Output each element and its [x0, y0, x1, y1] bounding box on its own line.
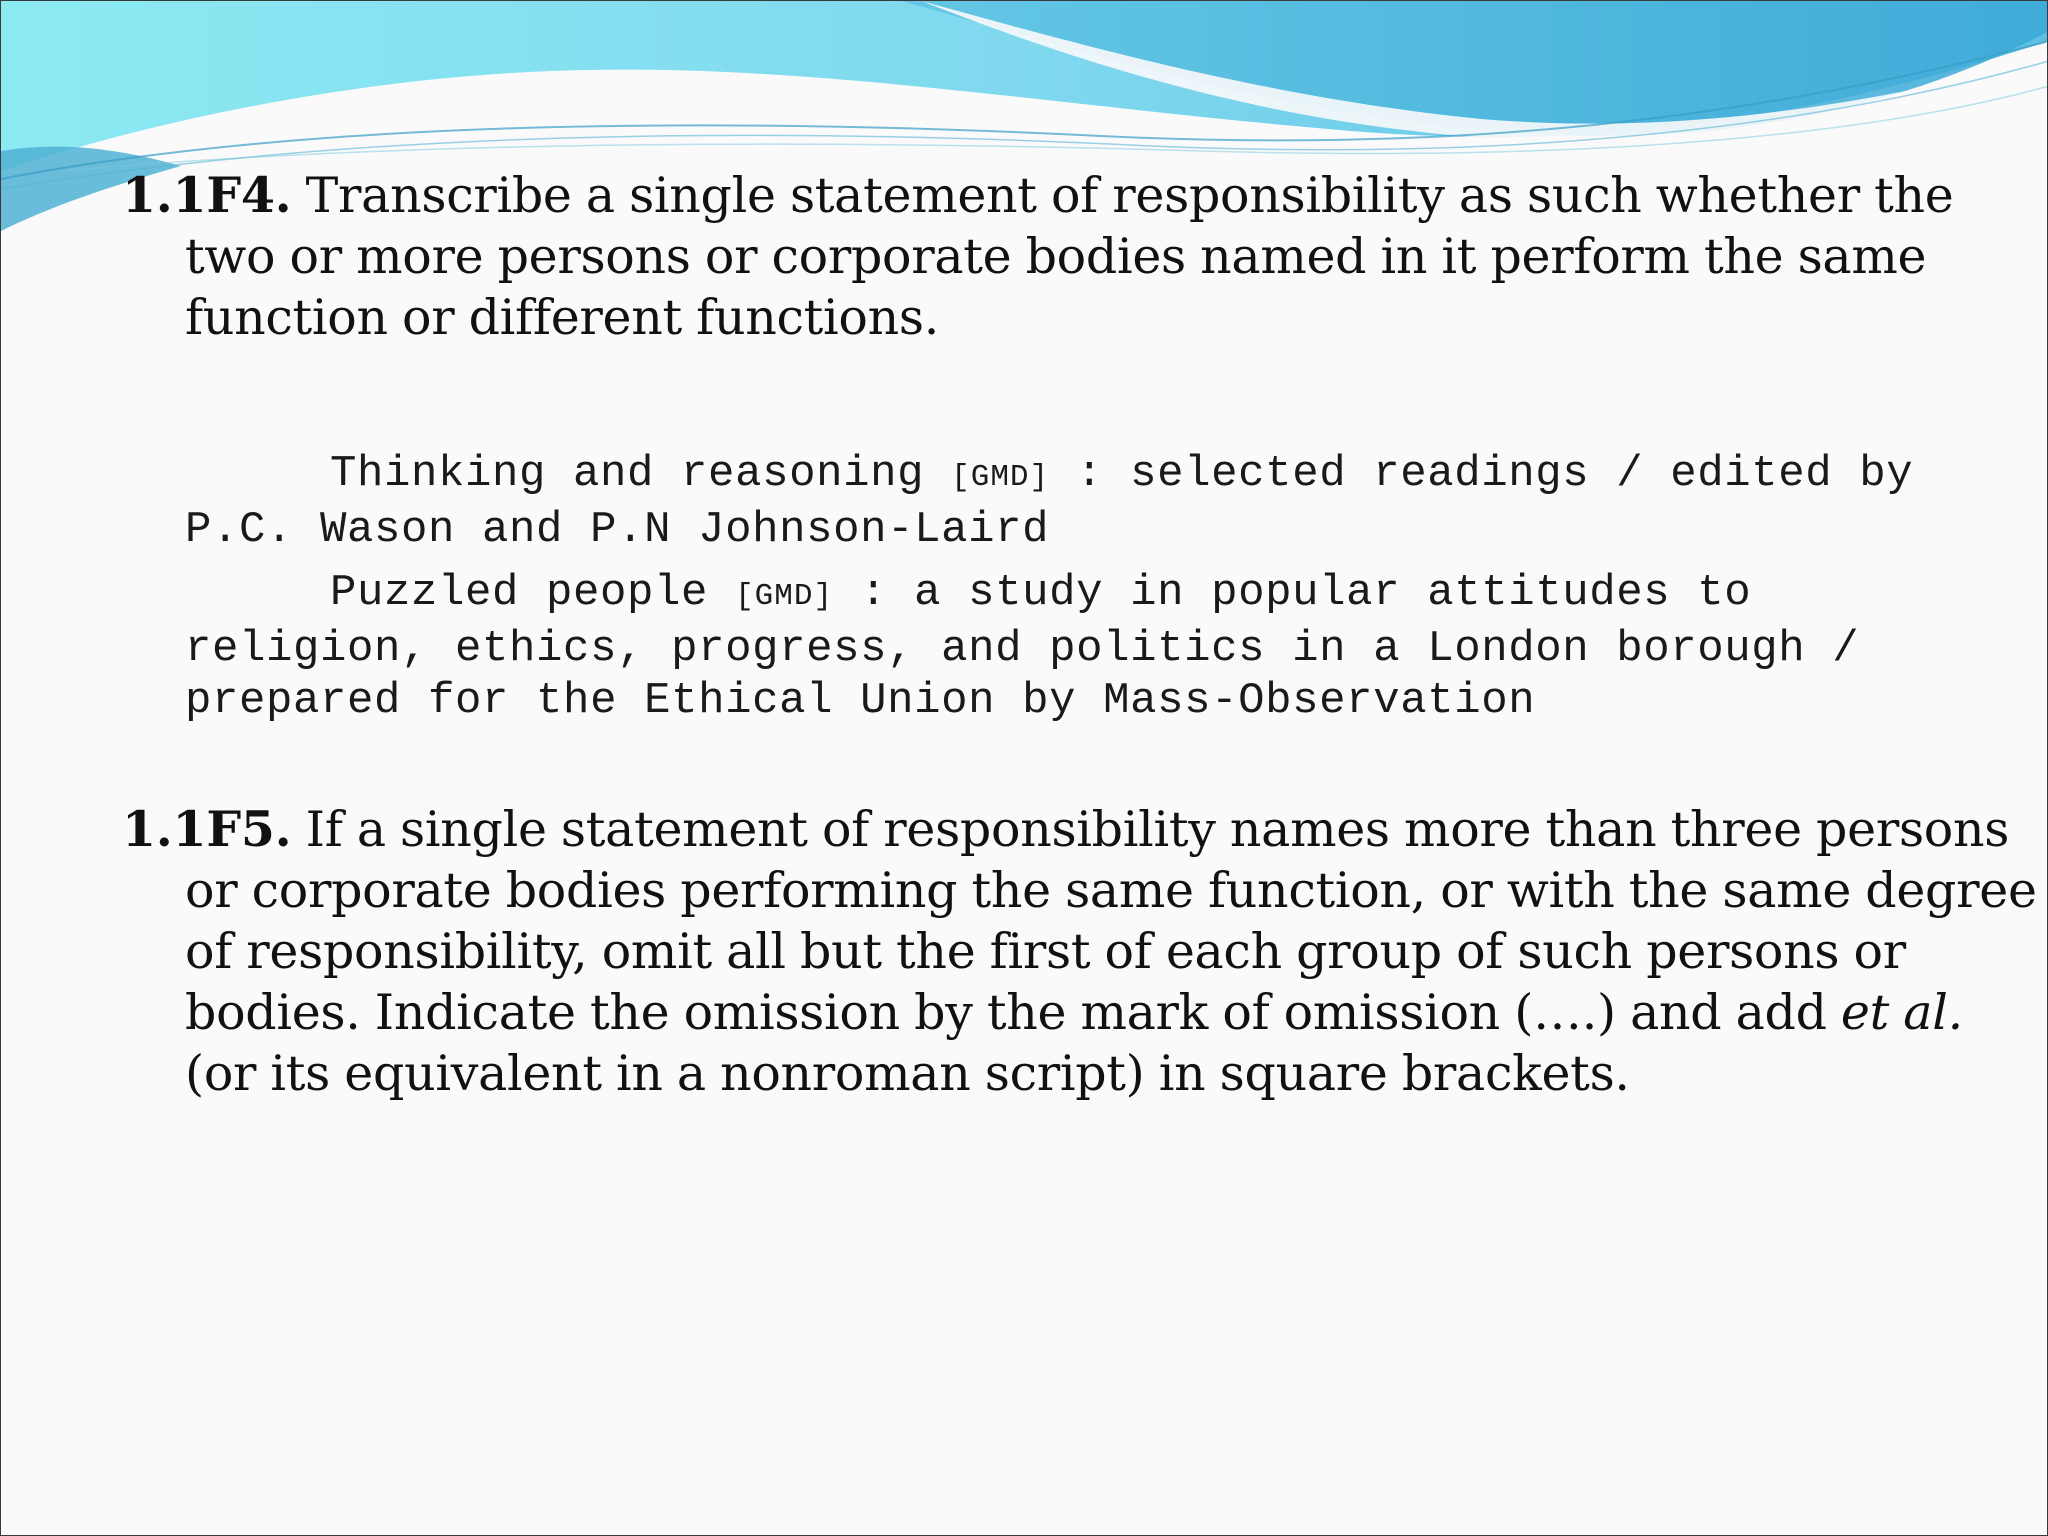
rule-1-1f5: [122, 799, 2045, 1104]
rule-text-italic: et al.: [1840, 984, 1963, 1041]
slide-content: [1, 1, 2048, 1536]
rule-1-1f4: [122, 165, 2045, 348]
example-title: Puzzled people: [330, 568, 709, 618]
example-rest: : a study in popular attitudes to religion, ethics, progress, and politics in a London borough / prepared for the Ethical Union by Mass-Observation: [185, 568, 1860, 726]
example-title: Thinking and reasoning: [330, 449, 925, 499]
example-entry: [185, 567, 1945, 727]
rule-number: 1.1F4.: [122, 166, 292, 224]
rule-number: 1.1F5.: [122, 800, 292, 858]
rule-text: Transcribe a single statement of responsibility as such whether the two or more persons or corporate bodies named in it perform the same function or different functions.: [185, 167, 1954, 346]
rule-text-after: (or its equivalent in a nonroman script) in square brackets.: [185, 1045, 1630, 1102]
rule-text-before: If a single statement of responsibility names more than three persons or corporate bodies performing the same function, or with the same degree of responsibility, omit all but the first of each group of such persons or bodies. Indicate the omission by the mark of omission (….) and add: [185, 801, 2037, 1041]
gmd-marker: [GMD]: [735, 579, 834, 614]
example-entry: [185, 448, 1945, 556]
gmd-marker: [GMD]: [951, 460, 1050, 495]
example-rest: : selected readings / edited by P.C. Wason and P.N Johnson-Laird: [185, 449, 1914, 555]
